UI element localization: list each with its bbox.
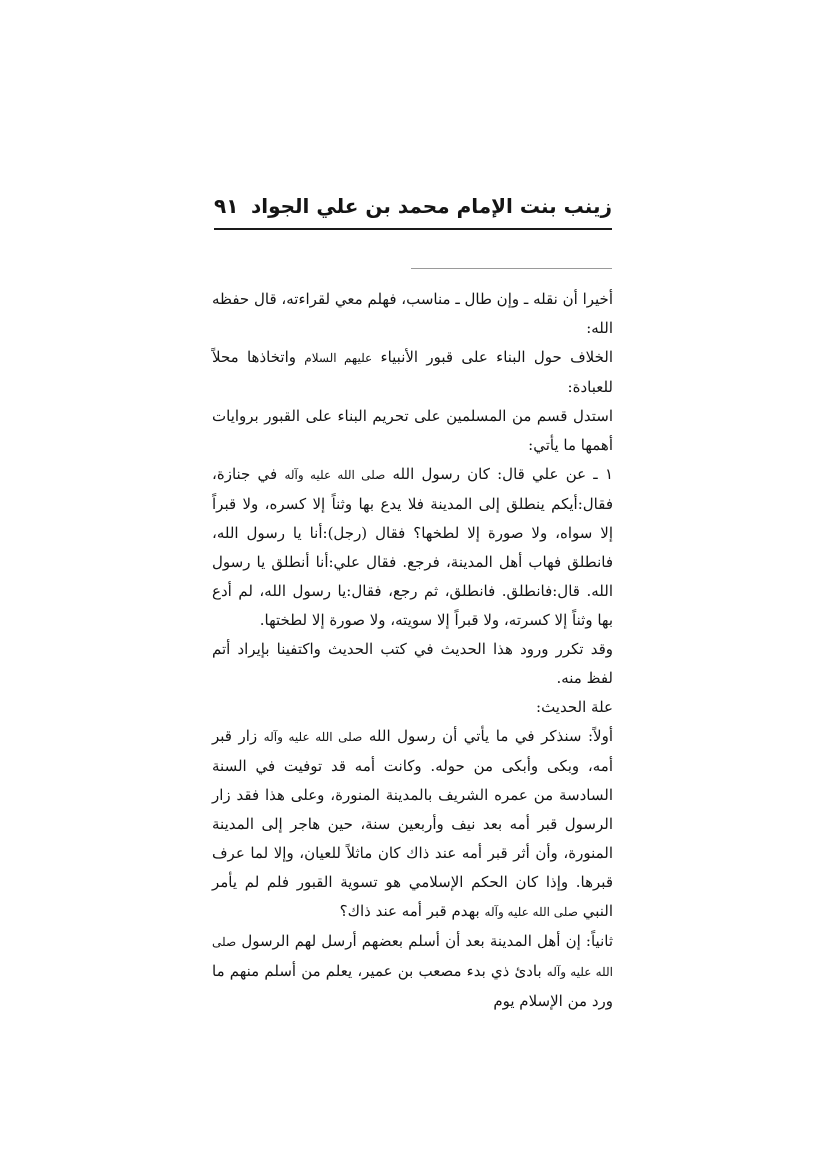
honorific-symbol: صلى الله عليه وآله: [212, 935, 613, 979]
paragraph-text: ثانياً: إن أهل المدينة بعد أن أسلم بعضهم أرسل لهم الرسول: [236, 932, 613, 950]
paragraph-text: أولاً: سنذكر في ما يأتي أن رسول الله: [362, 727, 613, 745]
paragraph-text: وقد تكرر ورود هذا الحديث في كتب الحديث واكتفينا بإيراد أتم لفظ منه.: [212, 640, 613, 687]
paragraph-text: استدل قسم من المسلمين على تحريم البناء على القبور بروايات أهمها ما يأتي:: [212, 407, 613, 454]
paragraph: [212, 722, 613, 927]
paragraph: [212, 927, 613, 1016]
paragraph: [212, 460, 613, 635]
paragraph-text: واتخاذها محلاً للعبادة:: [212, 348, 613, 396]
page-number: ٩١: [214, 194, 239, 218]
paragraph: [212, 693, 613, 722]
running-title: زينب بنت الإمام محمد بن علي الجواد: [250, 194, 612, 218]
paragraph-text: زار قبر أمه، وبكى وأبكى من حوله. وكانت أمه قد توفيت في السنة السادسة من عمره الشريف بالمدينة المنورة، وعلى هذا فقد زار الرسول قبر أمه بعد نيف وأربعين سنة، حين هاجر إلى المدينة المنورة، وأن أثر قبر أمه عند ذاك كان ماثلاً للعيان، وإلا لما عرف قبرها. وإذا كان الحكم الإسلامي هو تسوية القبور فلم لم يأمر النبي: [212, 727, 613, 920]
paragraph-text: بهدم قبر أمه عند ذاك؟: [339, 902, 485, 920]
paragraph-text: ١ ـ عن علي قال: كان رسول الله: [385, 465, 613, 483]
body-text: [212, 285, 613, 1016]
paragraph-text: الخلاف حول البناء على قبور الأنبياء: [372, 348, 614, 366]
paragraph-text: في جنازة، فقال:أيكم ينطلق إلى المدينة فلا يدع بها وثناً إلا كسره، ولا قبراً إلا سواه، ولا صورة إلا لطخها؟ فقال (رجل):أنا يا رسول الله، فانطلق فهاب أهل المدينة، فرجع. فقال علي:أنا أنطلق يا رسول الله. قال:فانطلق. فانطلق، ثم رجع، فقال:يا رسول الله، لم أدع بها وثناً إلا كسرته، ولا قبراً إلا سويته، ولا صورة إلا لطختها.: [212, 465, 613, 629]
paragraph-text: بادئ ذي بدء مصعب بن عمير، يعلم من أسلم منهم ما ورد من الإسلام يوم: [212, 962, 613, 1010]
paragraph: [212, 343, 613, 402]
paragraph-text: علة الحديث:: [536, 698, 613, 716]
header-rule: [214, 228, 612, 230]
separator-rule: [411, 268, 612, 269]
paragraph-text: أخيرا أن نقله ـ وإن طال ـ مناسب، فهلم معي لقراءته، قال حفظه الله:: [212, 290, 613, 337]
paragraph: [212, 285, 613, 343]
paragraph: [212, 635, 613, 693]
honorific-symbol: صلى الله عليه وآله: [284, 468, 386, 482]
paragraph: [212, 402, 613, 460]
honorific-symbol: صلى الله عليه وآله: [484, 905, 578, 919]
page-header: [214, 190, 612, 226]
honorific-symbol: عليهم السلام: [304, 351, 373, 365]
honorific-symbol: صلى الله عليه وآله: [263, 730, 363, 744]
